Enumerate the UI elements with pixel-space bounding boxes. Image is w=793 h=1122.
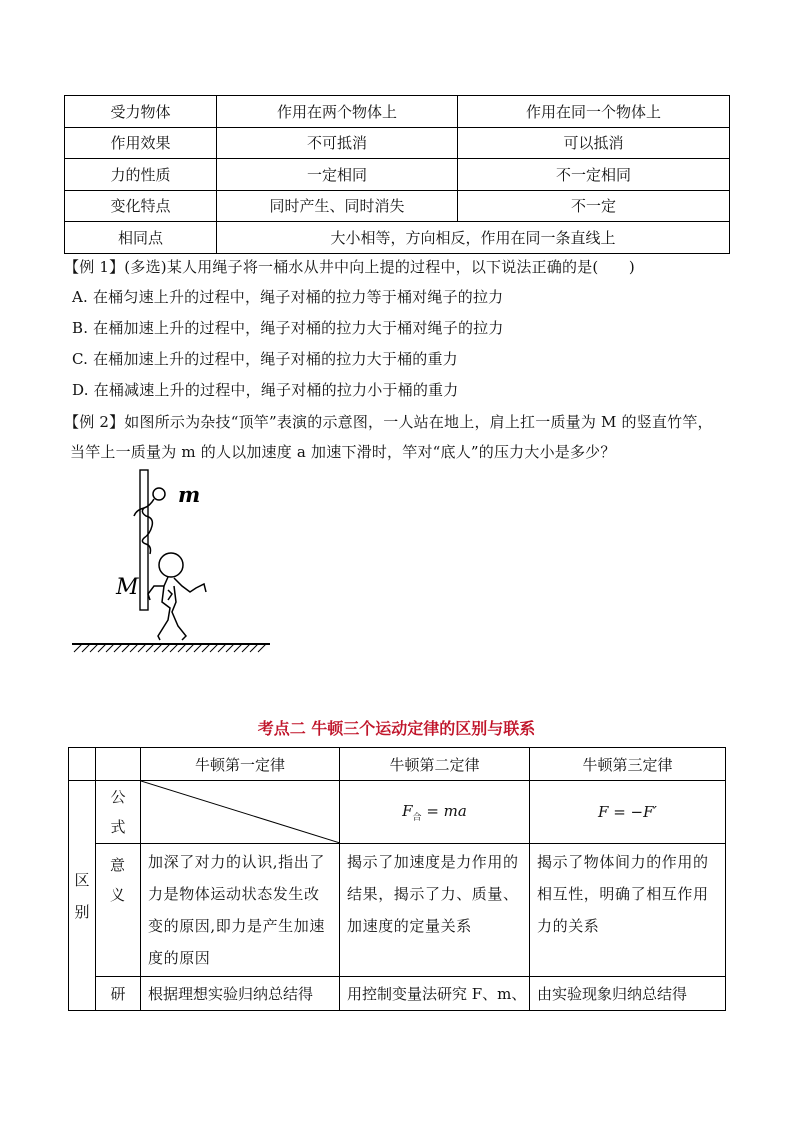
table-cell: 一定相同 [217,159,458,191]
ground [72,644,270,652]
climber-person [134,488,165,554]
formula-second-law [340,781,530,844]
pole-balancing-figure [70,468,280,654]
example-1-option-b: B. 在桶加速上升的过程中，绳子对桶的拉力大于桶对绳子的拉力 [72,319,504,337]
bamboo-pole [140,470,148,610]
corner-cell [96,748,141,781]
comparison-table [64,95,730,254]
row-label: 作用效果 [65,127,217,159]
meaning-second-law: 揭示了加速度是力作用的结果，揭示了力、质量、加速度的定量关系 [340,844,530,977]
formula-f: F [402,801,413,820]
table-row [65,96,730,128]
section-title: 考点二 牛顿三个运动定律的区别与联系 [257,719,536,738]
example-1-option-d: D. 在桶减速上升的过程中，绳子对桶的拉力小于桶的重力 [72,381,459,399]
table-cell: 作用在两个物体上 [217,96,458,128]
formula-rest: = ma [426,801,467,820]
example-2-line-1: 【例 2】如图所示为杂技“顶竿”表演的示意图，一人站在地上，肩上扛一质量为 M 的竖直竹竿， [64,413,713,431]
header-second-law: 牛顿第二定律 [340,748,530,781]
corner-cell [69,748,96,781]
research-second-law: 用控制变量法研究 F、m、 [340,977,530,1011]
table-header-row [69,748,726,781]
group-label-difference [69,781,96,1011]
table-cell-merged: 大小相等，方向相反，作用在同一条直线上 [217,222,730,254]
research-first-law: 根据理想实验归纳总结得 [141,977,340,1011]
row-label-research: 研 [96,977,141,1011]
table-cell: 不一定 [458,190,730,222]
table-cell: 不一定相同 [458,159,730,191]
research-row [69,977,726,1011]
meaning-third-law: 揭示了物体间力的作用的相互性，明确了相互作用力的关系 [530,844,726,977]
row-label: 相同点 [65,222,217,254]
example-1-question: 【例 1】(多选)某人用绳子将一桶水从井中向上提的过程中，以下说法正确的是( ) [64,258,635,276]
formula-row [69,781,726,844]
research-third-law: 由实验现象归纳总结得 [530,977,726,1011]
row-label-meaning [96,844,141,977]
header-first-law: 牛顿第一定律 [141,748,340,781]
row-label-formula-text: 公式 [110,788,126,836]
table-row [65,127,730,159]
diagonal-empty-cell [141,781,340,844]
example-1-option-c: C. 在桶加速上升的过程中，绳子对桶的拉力大于桶的重力 [72,350,458,368]
row-label-meaning-text: 意义 [110,856,126,904]
example-1-option-a: A. 在桶匀速上升的过程中，绳子对桶的拉力等于桶对绳子的拉力 [72,288,504,306]
newton-laws-table [68,747,726,1011]
group-label-text: 区别 [74,870,90,921]
mass-label-M: M [116,575,139,600]
table-row [65,222,730,254]
mass-label-m: m [178,482,201,507]
header-third-law: 牛顿第三定律 [530,748,726,781]
formula-subscript: 合 [412,812,422,823]
table-cell: 不可抵消 [217,127,458,159]
row-label-formula [96,781,141,844]
meaning-first-law: 加深了对力的认识,指出了力是物体运动状态发生改变的原因,即力是产生加速度的原因 [141,844,340,977]
meaning-row [69,844,726,977]
table-row [65,159,730,191]
table-row [65,190,730,222]
formula-third-law: F = −F′ [530,781,726,844]
row-label: 力的性质 [65,159,217,191]
diagonal-line [141,781,340,843]
row-label: 变化特点 [65,190,217,222]
table-cell: 作用在同一个物体上 [458,96,730,128]
example-2-line-2: 当竿上一质量为 m 的人以加速度 a 加速下滑时，竿对“底人”的压力大小是多少？ [70,443,616,461]
base-person [148,553,206,640]
table-cell: 可以抵消 [458,127,730,159]
table-cell: 同时产生、同时消失 [217,190,458,222]
row-label: 受力物体 [65,96,217,128]
